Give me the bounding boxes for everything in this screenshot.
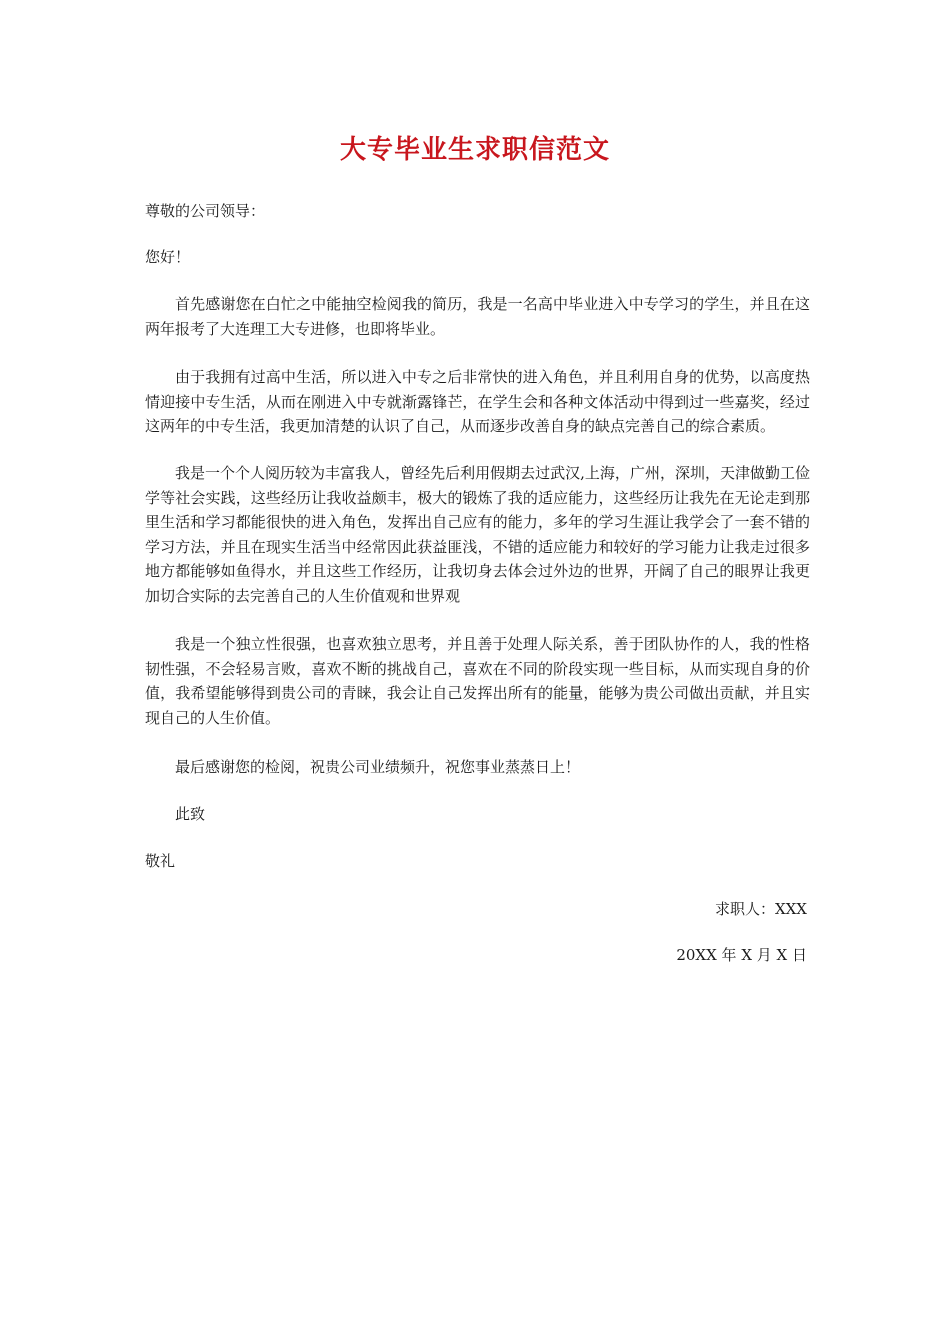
greeting: 您好！ (145, 248, 191, 266)
paragraph-background: 由于我拥有过高中生活，所以进入中专之后非常快的进入角色，并且利用自身的优势，以高度热情迎接中专生活，从而在刚进入中专就渐露锋芒，在学生会和各种文体活动中得到过一些嘉奖，经过这两年的中专生活，我更加清楚的认识了自己，从而逐步改善自身的缺点完善自己的综合素质。 (145, 368, 810, 436)
closing-line-2: 敬礼 (145, 852, 176, 870)
closing-line-1: 此致 (175, 805, 206, 823)
paragraph-personality: 我是一个独立性很强，也喜欢独立思考，并且善于处理人际关系，善于团队协作的人，我的性格韧性强，不会轻易言败，喜欢不断的挑战自己，喜欢在不同的阶段实现一些目标，从而实现自身的价值，我希望能够得到贵公司的青睐，我会让自己发挥出所有的能量，能够为贵公司做出贡献，并且实现自己的人生价值。 (145, 635, 810, 727)
paragraph-thanks: 最后感谢您的检阅，祝贵公司业绩频升，祝您事业蒸蒸日上！ (175, 758, 581, 776)
signature: 求职人：XXX (714, 900, 807, 918)
document-title: 大专毕业生求职信范文 (339, 135, 610, 165)
salutation: 尊敬的公司领导： (145, 202, 266, 220)
date: 20XX 年 X 月 X 日 (676, 946, 807, 964)
paragraph-experience: 我是一个个人阅历较为丰富我人，曾经先后利用假期去过武汉,上海，广州，深圳，天津做勤工俭学等社会实践，这些经历让我收益颇丰，极大的锻炼了我的适应能力，这些经历让我先在无论走到那里生活和学习都能很快的进入角色，发挥出自己应有的能力，多年的学习生涯让我学会了一套不错的学习方法，并且在现实生活当中经常因此获益匪浅，不错的适应能力和较好的学习能力让我走过很多地方都能够如鱼得水，并且这些工作经历，让我切身去体会过外边的世界，开阔了自己的眼界让我更加切合实际的去完善自己的人生价值观和世界观 (145, 464, 810, 605)
paragraph-intro: 首先感谢您在白忙之中能抽空检阅我的简历，我是一名高中毕业进入中专学习的学生，并且在这两年报考了大连理工大专进修，也即将毕业。 (145, 295, 810, 338)
